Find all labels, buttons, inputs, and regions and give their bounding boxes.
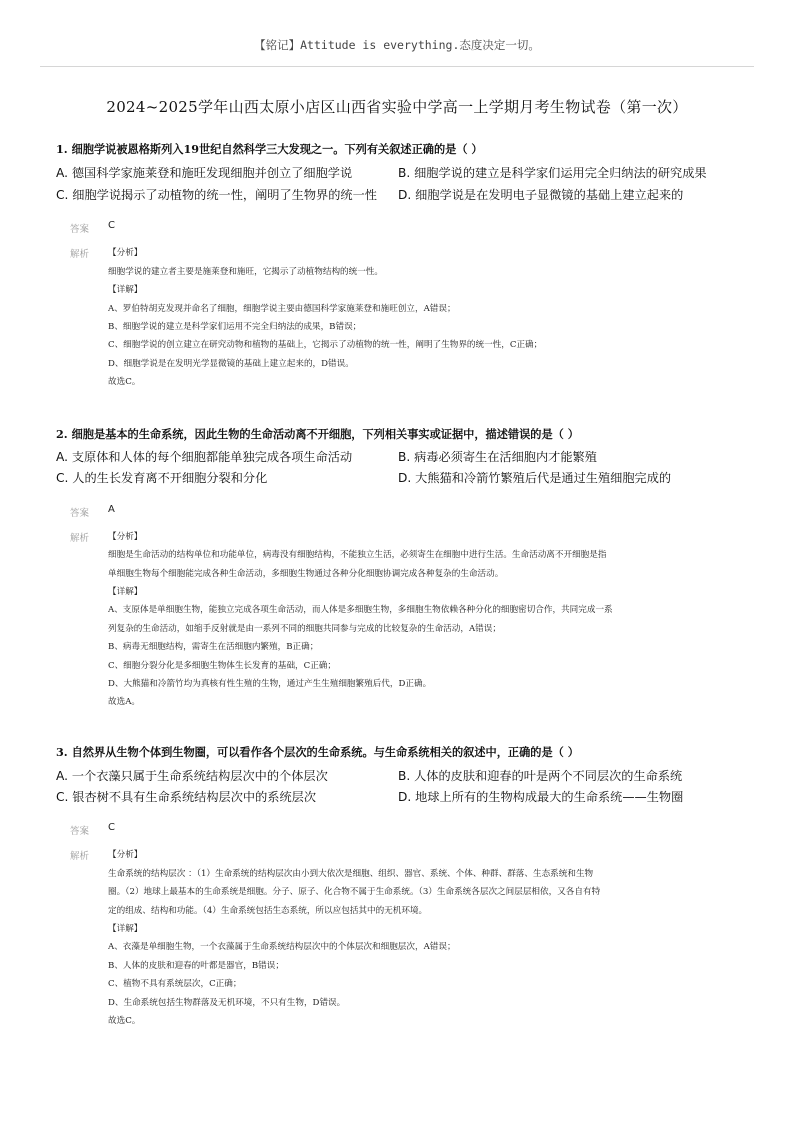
option-c: C. 细胞学说揭示了动植物的统一性，阐明了生物界的统一性 bbox=[56, 188, 377, 202]
explanation-line: D、细胞学说是在发明光学显微镜的基础上建立起来的，D错误。 bbox=[108, 359, 354, 369]
page-title: 2024~2025学年山西太原小店区山西省实验中学高一上学期月考生物试卷（第一次） bbox=[106, 98, 688, 116]
explanation-line: C、植物不具有系统层次，C正确； bbox=[108, 979, 242, 989]
explanation-line: C、细胞分裂分化是多细胞生物体生长发育的基础，C正确； bbox=[108, 661, 336, 671]
explanation-line: C、细胞学说的创立建立在研究动物和植物的基础上，它揭示了动植物的统一性，阐明了生物界的统一性，C正确； bbox=[108, 340, 543, 350]
answer-value: C bbox=[108, 220, 115, 231]
option-b: B. 细胞学说的建立是科学家们运用完全归纳法的研究成果 bbox=[398, 166, 707, 180]
explanation-line: 圈。（2）地球上最基本的生命系统是细胞。分子、原子、化合物不属于生命系统。（3）生命系统各层次之间层层相依，又各自有特 bbox=[108, 887, 601, 897]
header-divider bbox=[40, 66, 754, 67]
option-b: B. 病毒必须寄生在活细胞内才能繁殖 bbox=[398, 450, 597, 464]
explanation-line: 故选A。 bbox=[108, 697, 140, 707]
explanation-line: 【详解】 bbox=[108, 285, 143, 295]
option-d: D. 大熊猫和冷箭竹繁殖后代是通过生殖细胞完成的 bbox=[398, 471, 672, 485]
explanation-line: 【详解】 bbox=[108, 924, 143, 934]
option-a: A. 一个衣藻只属于生命系统结构层次中的个体层次 bbox=[56, 769, 328, 783]
explanation-line: 列复杂的生命活动，如缩手反射就是由一系列不同的细胞共同参与完成的比较复杂的生命活动，A错误； bbox=[108, 624, 501, 634]
answer-value: C bbox=[108, 822, 115, 833]
option-c: C. 人的生长发育离不开细胞分裂和分化 bbox=[56, 471, 268, 485]
explanation-line: 定的组成、结构和功能。（4）生命系统包括生态系统，所以应包括其中的无机环境。 bbox=[108, 906, 428, 916]
explanation-line: 【分析】 bbox=[108, 532, 143, 542]
explanation-line: 生命系统的结构层次 ：（1）生命系统的结构层次由小到大依次是细胞、组织、器官、系统、个体、种群、群落、生态系统和生物 bbox=[108, 869, 594, 879]
question-stem: 2. 细胞是基本的生命系统，因此生物的生命活动离不开细胞，下列相关事实或证据中，描述错误的是（ ） bbox=[56, 427, 579, 441]
explanation-line: A、衣藻是单细胞生物，一个衣藻属于生命系统结构层次中的个体层次和细胞层次，A错误； bbox=[108, 942, 456, 952]
question-stem: 1. 细胞学说被恩格斯列入19世纪自然科学三大发现之一。下列有关叙述正确的是（ ） bbox=[56, 142, 483, 156]
explanation-line: 细胞是生命活动的结构单位和功能单位，病毒没有细胞结构，不能独立生活，必须寄生在细胞中进行生活。生命活动离不开细胞是指 bbox=[108, 550, 607, 560]
question-stem: 3. 自然界从生物个体到生物圈，可以看作各个层次的生命系统。与生命系统相关的叙述中，正确的是（ ） bbox=[56, 745, 579, 759]
explanation-line: B、人体的皮肤和迎春的叶都是器官，B错误； bbox=[108, 961, 284, 971]
option-a: A. 支原体和人体的每个细胞都能单独完成各项生命活动 bbox=[56, 450, 353, 464]
explanation-line: 故选C。 bbox=[108, 1016, 141, 1026]
explanation-line: A、支原体是单细胞生物，能独立完成各项生命活动，而人体是多细胞生物，多细胞生物依赖各种分化的细胞密切合作，共同完成一系 bbox=[108, 605, 613, 615]
explanation-line: 【详解】 bbox=[108, 587, 143, 597]
answer-label: 答案 bbox=[70, 826, 90, 837]
answer-value: A bbox=[108, 504, 115, 515]
explanation-label: 解析 bbox=[70, 249, 90, 260]
explanation-label: 解析 bbox=[70, 851, 90, 862]
explanation-line: 【分析】 bbox=[108, 248, 143, 258]
option-a: A. 德国科学家施莱登和施旺发现细胞并创立了细胞学说 bbox=[56, 166, 353, 180]
answer-label: 答案 bbox=[70, 224, 90, 235]
explanation-line: 细胞学说的建立者主要是施莱登和施旺，它揭示了动植物结构的统一性。 bbox=[108, 267, 384, 277]
explanation-line: B、病毒无细胞结构，需寄生在活细胞内繁殖，B正确； bbox=[108, 642, 319, 652]
explanation-line: D、生命系统包括生物群落及无机环境，不只有生物，D错误。 bbox=[108, 998, 346, 1008]
option-c: C. 银杏树不具有生命系统结构层次中的系统层次 bbox=[56, 790, 317, 804]
explanation-line: B、细胞学说的建立是科学家们运用不完全归纳法的成果，B错误； bbox=[108, 322, 362, 332]
explanation-line: 故选C。 bbox=[108, 377, 141, 387]
option-b: B. 人体的皮肤和迎春的叶是两个不同层次的生命系统 bbox=[398, 769, 683, 783]
motto-header: 【铭记】Attitude is everything.态度决定一切。 bbox=[254, 38, 540, 52]
explanation-line: 【分析】 bbox=[108, 850, 143, 860]
option-d: D. 细胞学说是在发明电子显微镜的基础上建立起来的 bbox=[398, 188, 684, 202]
explanation-line: A、罗伯特胡克发现并命名了细胞，细胞学说主要由德国科学家施莱登和施旺创立，A错误； bbox=[108, 304, 456, 314]
explanation-line: D、大熊猫和冷箭竹均为真核有性生殖的生物，通过产生生殖细胞繁殖后代，D正确。 bbox=[108, 679, 432, 689]
answer-label: 答案 bbox=[70, 508, 90, 519]
explanation-label: 解析 bbox=[70, 533, 90, 544]
option-d: D. 地球上所有的生物构成最大的生命系统——生物圈 bbox=[398, 790, 684, 804]
explanation-line: 单细胞生物每个细胞能完成各种生命活动，多细胞生物通过各种分化细胞协调完成各种复杂的生命活动。 bbox=[108, 569, 504, 579]
